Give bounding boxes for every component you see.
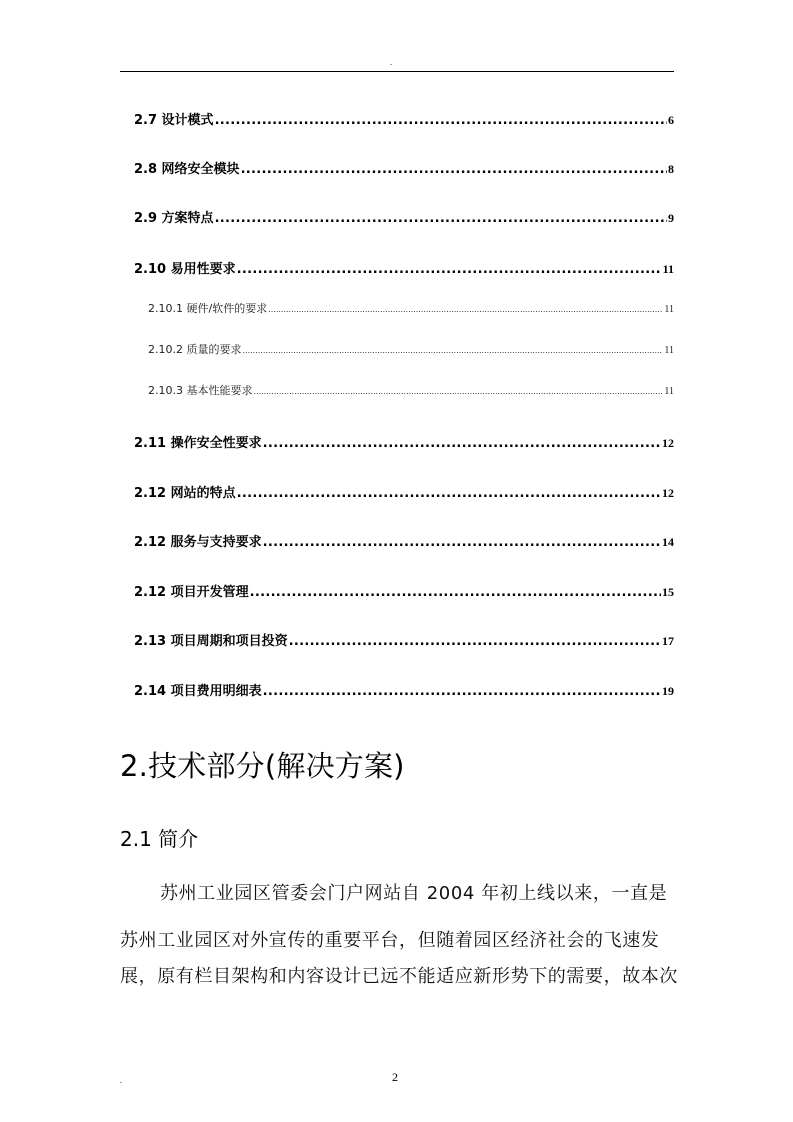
toc-entry-2-12-a[interactable] — [134, 482, 674, 500]
toc-page-number: 11 — [662, 262, 674, 276]
toc-leader-dots — [241, 162, 667, 177]
toc-entry-label: 2.14 项目费用明细表 — [134, 684, 262, 699]
toc-entry-label: 2.10.3 基本性能要求 — [148, 384, 253, 397]
section-heading: 2.技术部分(解决方案) — [120, 749, 405, 783]
toc-page-number: 19 — [662, 684, 674, 698]
toc-leader-dots — [215, 113, 667, 128]
paragraph-line-2: 苏州工业园区对外宣传的重要平台，但随着园区经济社会的飞速发 — [120, 930, 660, 951]
toc-entry-label: 2.10 易用性要求 — [134, 262, 236, 277]
toc-leader-dots — [215, 211, 667, 226]
toc-leader-dots — [289, 634, 661, 649]
toc-page-number: 15 — [662, 585, 674, 599]
toc-page-number: 12 — [662, 436, 674, 450]
toc-entry-label: 2.8 网络安全模块 — [134, 162, 240, 177]
toc-leader-dots — [237, 262, 662, 277]
paragraph-line-1: 苏州工业园区管委会门户网站自 2004 年初上线以来，一直是 — [160, 883, 668, 904]
page-number: 2 — [392, 1070, 398, 1084]
toc-leader-dots — [263, 684, 661, 699]
toc-entry-2-8[interactable] — [134, 158, 674, 176]
toc-page-number: 11 — [664, 386, 674, 397]
toc-leader-dots — [242, 343, 663, 356]
toc-leader-dots — [237, 486, 661, 501]
toc-entry-label: 2.7 设计模式 — [134, 113, 214, 128]
toc-entry-label: 2.12 项目开发管理 — [134, 585, 249, 600]
toc-page-number: 12 — [662, 486, 674, 500]
toc-page-number: 11 — [664, 345, 674, 356]
subsection-heading: 2.1 简介 — [120, 827, 199, 851]
toc-entry-2-12-c[interactable] — [134, 581, 674, 599]
toc-page-number: 8 — [668, 162, 674, 176]
footer-mark: . — [120, 1076, 122, 1085]
toc-entry-label: 2.10.2 质量的要求 — [148, 343, 242, 356]
toc-page-number: 6 — [668, 113, 674, 127]
toc-entry-label: 2.12 网站的特点 — [134, 486, 236, 501]
toc-entry-2-10[interactable] — [134, 258, 674, 276]
toc-entry-2-9[interactable] — [134, 207, 674, 225]
toc-entry-2-10-1[interactable] — [148, 300, 674, 318]
toc-entry-2-7[interactable] — [134, 109, 674, 127]
toc-entry-label: 2.11 操作安全性要求 — [134, 436, 262, 451]
toc-page-number: 17 — [662, 634, 674, 648]
toc-leader-dots — [263, 436, 661, 451]
toc-entry-2-13[interactable] — [134, 630, 674, 648]
toc-leader-dots — [263, 535, 661, 550]
toc-entry-2-11[interactable] — [134, 432, 674, 450]
toc-page-number: 9 — [668, 211, 674, 225]
toc-entry-2-10-3[interactable] — [148, 382, 674, 400]
toc-entry-label: 2.12 服务与支持要求 — [134, 535, 262, 550]
toc-entry-label: 2.13 项目周期和项目投资 — [134, 634, 288, 649]
paragraph-line-3: 展，原有栏目架构和内容设计已远不能适应新形势下的需要，故本次 — [120, 966, 678, 987]
toc-page-number: 14 — [662, 535, 674, 549]
toc-entry-2-12-b[interactable] — [134, 531, 674, 549]
toc-entry-label: 2.9 方案特点 — [134, 211, 214, 226]
toc-entry-2-10-2[interactable] — [148, 341, 674, 359]
toc-page-number: 11 — [664, 304, 674, 315]
header-mark: . — [390, 58, 392, 67]
toc-entry-label: 2.10.1 硬件/软件的要求 — [148, 302, 268, 315]
toc-leader-dots — [250, 585, 661, 600]
toc-leader-dots — [268, 302, 663, 315]
toc-entry-2-14[interactable] — [134, 680, 674, 698]
toc-leader-dots — [253, 384, 663, 397]
